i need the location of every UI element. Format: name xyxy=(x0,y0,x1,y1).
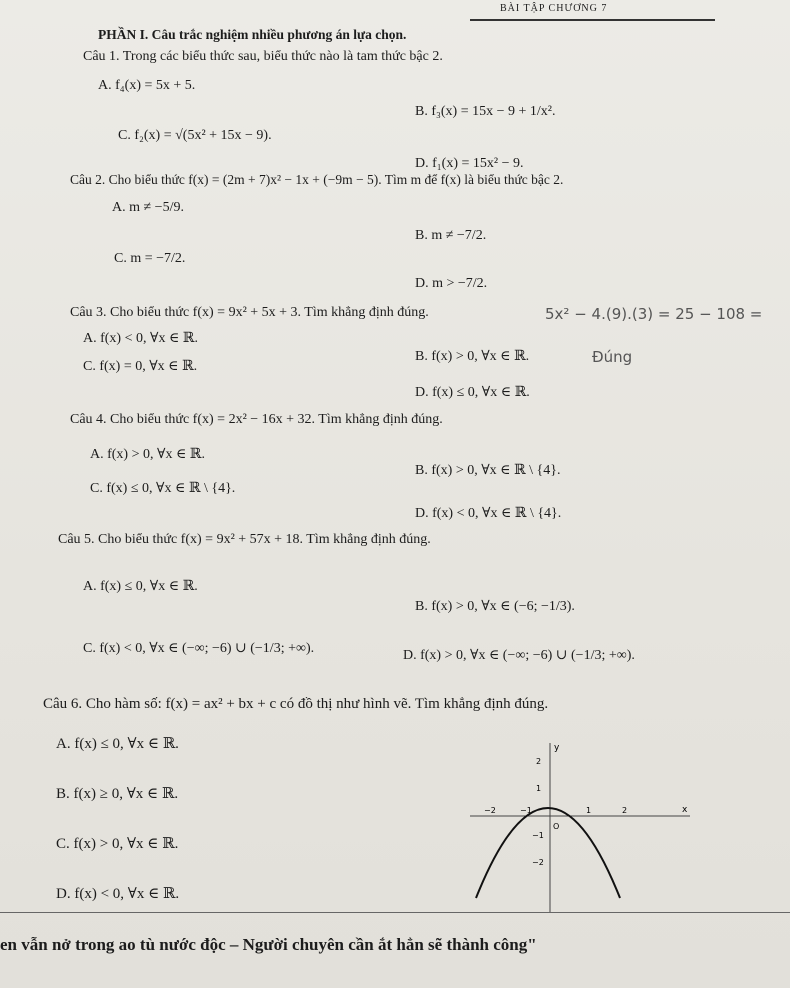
handwritten-note-discriminant: 5x² − 4.(9).(3) = 25 − 108 = xyxy=(545,305,763,323)
y-tick-neg2: −2 xyxy=(532,858,544,867)
question-1-option-d[interactable]: D. f₁(x) = 15x² − 9. xyxy=(415,156,524,171)
question-2-option-b[interactable]: B. m ≠ −7/2. xyxy=(415,228,487,243)
footer-rule xyxy=(0,912,790,913)
question-6-stem: Câu 6. Cho hàm số: f(x) = ax² + bx + c có đồ thị như hình vẽ. Tìm khẳng định đúng. xyxy=(43,696,549,712)
question-4-option-d[interactable]: D. f(x) < 0, ∀x ∈ ℝ \ {4}. xyxy=(415,506,562,521)
question-3-option-b[interactable]: B. f(x) > 0, ∀x ∈ ℝ. xyxy=(415,349,530,364)
question-2-option-a[interactable]: A. m ≠ −5/9. xyxy=(112,200,184,215)
title-underline xyxy=(470,19,715,21)
question-5-option-b[interactable]: B. f(x) > 0, ∀x ∈ (−6; −1/3). xyxy=(415,599,575,614)
y-tick-2: 2 xyxy=(536,757,542,766)
question-5-option-c[interactable]: C. f(x) < 0, ∀x ∈ (−∞; −6) ∪ (−1/3; +∞). xyxy=(83,641,315,656)
y-tick-1: 1 xyxy=(536,784,542,793)
footer-quote: en vẫn nở trong ao tù nước độc – Người chuyên cần ắt hẳn sẽ thành công" xyxy=(0,935,537,954)
question-6-option-c[interactable]: C. f(x) > 0, ∀x ∈ ℝ. xyxy=(56,836,179,852)
y-tick-neg1: −1 xyxy=(532,831,544,840)
question-4-stem: Câu 4. Cho biểu thức f(x) = 2x² − 16x + 32. Tìm khẳng định đúng. xyxy=(70,412,443,427)
question-1-option-b[interactable]: B. f₃(x) = 15x − 9 + 1/x². xyxy=(415,104,556,119)
question-2-option-d[interactable]: D. m > −7/2. xyxy=(415,276,488,291)
question-1-stem: Câu 1. Trong các biểu thức sau, biểu thức nào là tam thức bậc 2. xyxy=(83,49,443,64)
question-4-option-b[interactable]: B. f(x) > 0, ∀x ∈ ℝ \ {4}. xyxy=(415,463,561,478)
question-5-stem: Câu 5. Cho biểu thức f(x) = 9x² + 57x + 18. Tìm khẳng định đúng. xyxy=(58,532,431,547)
question-1-option-a[interactable]: A. f₄(x) = 5x + 5. xyxy=(98,78,196,93)
question-3-option-a[interactable]: A. f(x) < 0, ∀x ∈ ℝ. xyxy=(83,331,198,346)
origin-label: O xyxy=(553,822,560,831)
question-3-stem: Câu 3. Cho biểu thức f(x) = 9x² + 5x + 3. Tìm khẳng định đúng. xyxy=(70,305,429,320)
question-4-option-c[interactable]: C. f(x) ≤ 0, ∀x ∈ ℝ \ {4}. xyxy=(90,481,236,496)
question-3-option-c[interactable]: C. f(x) = 0, ∀x ∈ ℝ. xyxy=(83,359,198,374)
y-axis-label: y xyxy=(554,743,560,753)
question-4-option-a[interactable]: A. f(x) > 0, ∀x ∈ ℝ. xyxy=(90,447,205,462)
question-2-option-c[interactable]: C. m = −7/2. xyxy=(114,251,186,266)
x-axis-label: x xyxy=(682,805,688,815)
x-tick-neg1: −1 xyxy=(520,806,532,815)
question-3-option-d[interactable]: D. f(x) ≤ 0, ∀x ∈ ℝ. xyxy=(415,385,530,400)
handwritten-note-correct: Đúng xyxy=(592,348,633,366)
x-tick-1: 1 xyxy=(586,806,592,815)
part-heading: PHẦN I. Câu trắc nghiệm nhiều phương án lựa chọn. xyxy=(98,27,407,42)
parabola-graph xyxy=(470,738,700,913)
question-6-option-b[interactable]: B. f(x) ≥ 0, ∀x ∈ ℝ. xyxy=(56,786,179,802)
worksheet-title: BÀI TẬP CHƯƠNG 7 xyxy=(500,3,608,14)
x-tick-neg2: −2 xyxy=(484,806,496,815)
question-6-option-a[interactable]: A. f(x) ≤ 0, ∀x ∈ ℝ. xyxy=(56,736,179,752)
x-tick-2: 2 xyxy=(622,806,628,815)
question-5-option-a[interactable]: A. f(x) ≤ 0, ∀x ∈ ℝ. xyxy=(83,579,198,594)
parabola-curve xyxy=(476,808,620,898)
question-5-option-d[interactable]: D. f(x) > 0, ∀x ∈ (−∞; −6) ∪ (−1/3; +∞). xyxy=(403,648,635,663)
question-2-stem: Câu 2. Cho biểu thức f(x) = (2m + 7)x² − 1x + (−9m − 5). Tìm m để f(x) là biểu thức bậc 2. xyxy=(70,172,564,187)
question-1-option-c[interactable]: C. f₂(x) = √(5x² + 15x − 9). xyxy=(118,128,272,143)
question-6-option-d[interactable]: D. f(x) < 0, ∀x ∈ ℝ. xyxy=(56,886,180,902)
